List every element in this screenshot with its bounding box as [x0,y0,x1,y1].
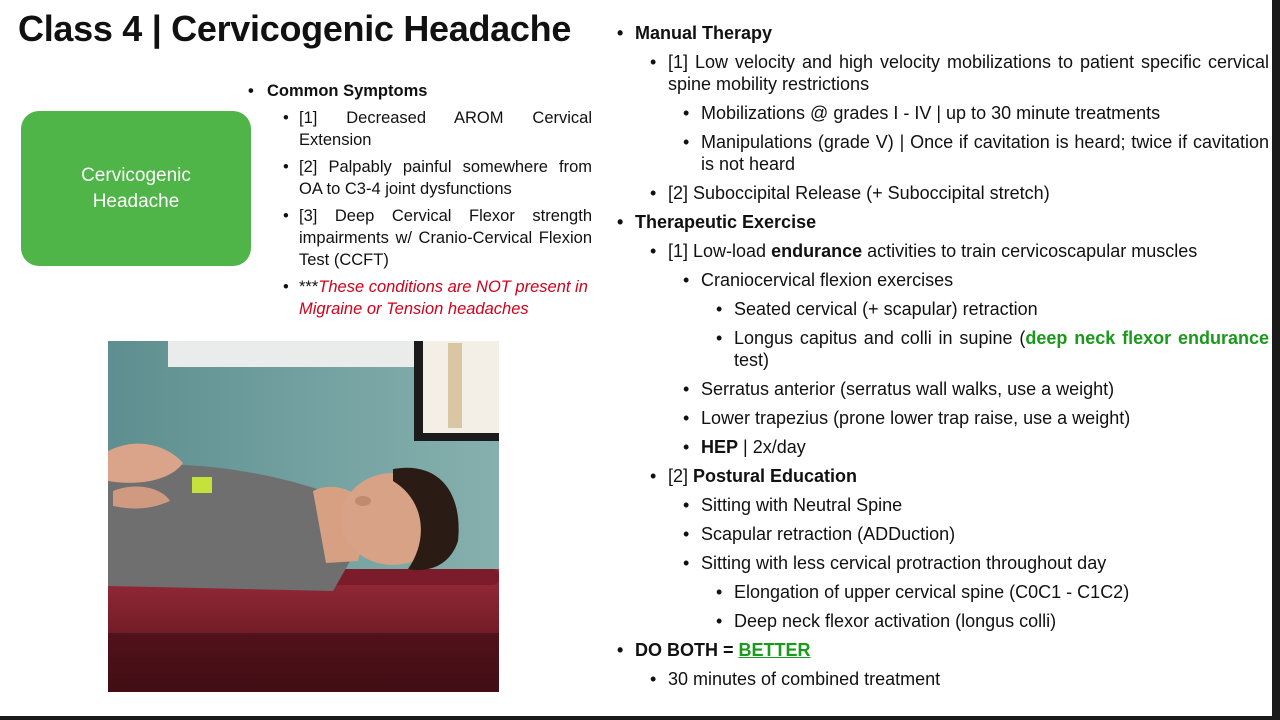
symptoms-heading: • Common Symptoms [248,80,592,102]
combined-treatment-item: • 30 minutes of combined treatment [617,668,1269,690]
deep-neck-activation-item: • Deep neck flexor activation (longus colli) [617,610,1269,632]
mobilizations-item: • Mobilizations @ grades I - IV | up to 30 minute treatments [617,102,1269,124]
scapular-retraction-item: • Scapular retraction (ADDuction) [617,523,1269,545]
patient-photo [108,341,499,692]
treatment-outline [617,22,1269,697]
symptom-note [248,276,592,320]
do-both-item [617,639,1269,661]
craniocervical-item: • Craniocervical flexion exercises [617,269,1269,291]
symptom-item: • [2] Palpably painful somewhere from OA to C3-4 joint dysfunctions [248,156,592,200]
right-edge-strip [1272,0,1280,720]
serratus-item: • Serratus anterior (serratus wall walks, use a weight) [617,378,1269,400]
deep-neck-flexor-emphasis: deep neck flexor endurance [1025,328,1269,348]
manual-therapy-item-2: • [2] Suboccipital Release (+ Suboccipital stretch) [617,182,1269,204]
note-text: These conditions are NOT present in Migraine or Tension headaches [299,278,588,318]
trapezius-item: • Lower trapezius (prone lower trap raise, use a weight) [617,407,1269,429]
exercise-item-2 [617,465,1269,487]
longus-item [617,327,1269,371]
manual-therapy-item-1: • [1] Low velocity and high velocity mobilizations to patient specific cervical spine mobility restrictions [617,51,1269,95]
better-emphasis: BETTER [738,640,811,660]
exercise-item-2-pre: [2] [668,466,694,486]
therapeutic-exercise-heading: • Therapeutic Exercise [617,211,1269,233]
do-both-label: DO BOTH = [635,640,739,660]
manipulations-item: • Manipulations (grade V) | Once if cavitation is heard; twice if cavitation is not heard [617,131,1269,175]
manual-therapy-heading: • Manual Therapy [617,22,1269,44]
exercise-item-1 [617,240,1269,262]
postural-education-label: Postural Education [693,466,858,486]
symptom-item: • [1] Decreased AROM Cervical Extension [248,107,592,151]
longus-pre: Longus capitus and colli in supine ( [734,328,1026,348]
bottom-edge-strip [0,716,1280,720]
green-box-label: Cervicogenic Headache [81,164,191,212]
exercise-item-1-post: activities to train cervicoscapular muscles [862,241,1198,261]
hep-item [617,436,1269,458]
hep-frequency: | 2x/day [738,437,806,457]
neutral-spine-item: • Sitting with Neutral Spine [617,494,1269,516]
endurance-emphasis: endurance [771,241,863,261]
exercise-item-1-pre: [1] Low-load [668,241,772,261]
elongation-item: • Elongation of upper cervical spine (C0C1 - C1C2) [617,581,1269,603]
cervicogenic-headache-box [21,111,251,266]
slide-title: Class 4 | Cervicogenic Headache [18,8,572,49]
common-symptoms [248,80,592,320]
hep-label: HEP [701,437,739,457]
longus-post: test) [734,350,770,370]
seated-retraction-item: • Seated cervical (+ scapular) retraction [617,298,1269,320]
symptom-item: • [3] Deep Cervical Flexor strength impairments w/ Cranio-Cervical Flexion Test (CCFT) [248,205,592,271]
note-prefix: *** [299,278,319,296]
less-protraction-item: • Sitting with less cervical protraction throughout day [617,552,1269,574]
symptoms-list [248,107,592,320]
